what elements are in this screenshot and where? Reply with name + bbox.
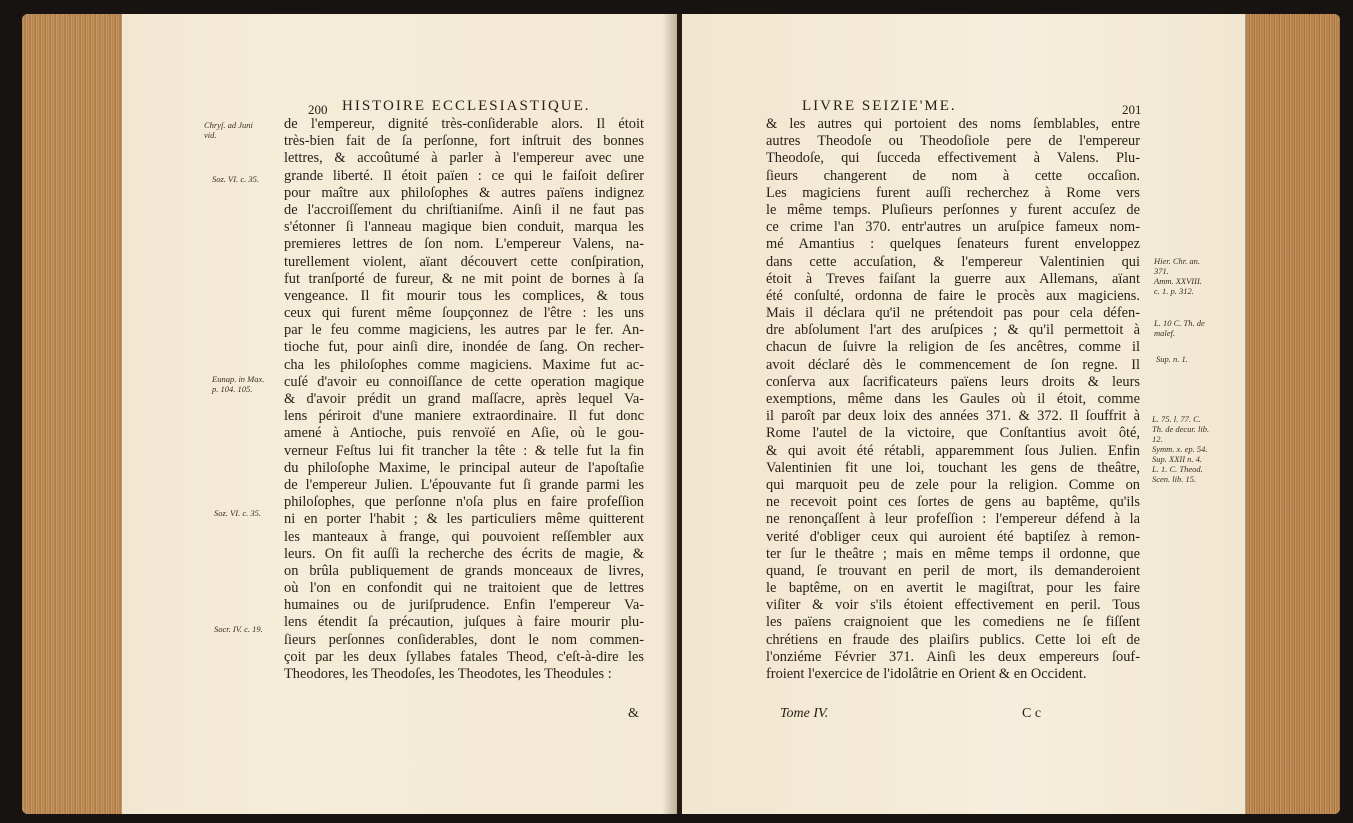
margin-note: Sup. n. 1. [1156, 354, 1188, 364]
text-line: de l'empereur, dignité très-conſiderable alors. Il étoit [284, 116, 644, 132]
text-line: froient l'exercice de l'idolâtrie en Orient & en Occident. [766, 666, 1087, 682]
margin-note: Hier. Chr. an. 371. Amm. XXVIII. c. 1. p. 312. [1154, 256, 1202, 296]
text-line: lens périroit d'une maniere extraordinaire. Il fut donc [284, 408, 644, 425]
catchword: & [628, 706, 639, 721]
text-line: autres Theodoſe ou Theodoſiole pere de l'empereur [766, 133, 1140, 150]
text-line: quand, ſe trouvant en peril de mort, ils demanderoient [766, 562, 1140, 579]
text-line: avoit déclaré dès le commencement de ſon regne. Il [766, 356, 1140, 373]
text-line: il paroît par deux loix des années 371. & 372. Il ſouffrit à [766, 408, 1140, 425]
text-line: turellement violent, aïant découvert cette conſpiration, [284, 253, 644, 270]
text-line: dans cette accuſation, & l'empereur Valentinien qui [766, 253, 1140, 270]
right-page-edges [1245, 14, 1340, 814]
text-line: de l'empereur Julien. L'épouvante fut ſi grande parmi les [284, 476, 644, 493]
volume-footer: Tome IV. [780, 706, 829, 721]
text-line: étoit à Treves faiſant la guerre aux Allemans, aïant [766, 270, 1140, 287]
left-page [22, 14, 677, 814]
text-line: de l'accroiſſement du chriſtianiſme. Ainſi il ne faut pas [284, 201, 644, 218]
text-line: très-bien fait de ſa perſonne, fort inſtruit des bonnes [284, 133, 644, 150]
margin-note: Soz. VI. c. 35. [212, 174, 259, 184]
text-line: Theodores, les Theodoſes, les Theodotes, les Theodules : [284, 666, 612, 682]
text-line: Valentinien fit une loi, touchant les gens de theâtre, [766, 459, 1140, 476]
margin-note: Chryſ. ad Juni vid. [204, 120, 253, 140]
text-line: ne recevoit point ces ſortes de gens au baptême, qu'ils [766, 494, 1140, 511]
text-line: fut tranſporté de fureur, & ne mit point de bornes à ſa [284, 270, 644, 287]
text-line: du philoſophe Maxime, le principal auteur de l'apoſtaſie [284, 459, 644, 476]
text-line: chacun de ſuivre la religion de ſes ancêtres, comme il [766, 339, 1140, 356]
text-line: l'onziéme Février 371. Ainſi les deux empereurs ſouf- [766, 648, 1140, 665]
open-book [22, 14, 1340, 814]
text-line: dre abſolument l'art des aruſpices ; & qu'il permettoit à [766, 322, 1140, 339]
right-running-head: LIVRE SEIZIE'ME. [802, 98, 957, 114]
text-line: verité d'obliger ceux qui auroient été baptiſez à remon- [766, 528, 1140, 545]
margin-note: Socr. IV. c. 19. [214, 624, 263, 634]
text-line: lettres, & accoûtumé à parler à l'empereur avec une [284, 150, 644, 167]
left-running-head: HISTOIRE ECCLESIASTIQUE. [342, 98, 591, 114]
text-line: chrétiens en fraude des plaiſirs publics. Cette loi eſt de [766, 631, 1140, 648]
text-line: pour maître aux philoſophes & autres païens indignez [284, 184, 644, 201]
margin-note: Soz. VI. c. 35. [214, 508, 261, 518]
left-page-edges [22, 14, 122, 814]
text-line: ni en porter l'habit ; & les particuliers même quitterent [284, 511, 644, 528]
text-line: été conſulté, ordonna de faire le procès aux magiciens. [766, 287, 1140, 304]
text-line: & les autres qui portoient des noms ſemblables, entre [766, 116, 1140, 132]
right-body-text [766, 116, 1140, 683]
signature-mark: C c [1022, 706, 1042, 721]
text-line: par le feu comme magiciens, les autres par le fer. An- [284, 322, 644, 339]
text-line: mé Amantius : quelques ſenateurs furent enveloppez [766, 236, 1140, 253]
text-line: exemptions, même dans les Gaules où il étoit, comme [766, 391, 1140, 407]
text-line: cuſé d'avoir eu connoiſſance de cette operation magique [284, 373, 644, 390]
left-body-text [284, 116, 644, 683]
text-line: çoit par les deux ſyllabes fatales Theod, c'eſt-à-dire les [284, 648, 644, 665]
text-line: ter ſur le theâtre ; mais en même temps il ordonne, que [766, 545, 1140, 562]
text-line: lens étendit ſa précaution, juſques à faire mourir plu- [284, 614, 644, 631]
text-line: humaines ou de juriſprudence. Enfin l'empereur Va- [284, 597, 644, 614]
text-line: conſerva aux ſacrificateurs païens leurs droits & leurs [766, 373, 1140, 390]
text-line: verneur Feſtus lui fit trancher la tête : & telle fut la fin [284, 442, 644, 459]
margin-note: L. 75. l. 77. C. Th. de decur. lib. 12. Symm. x. ep. 54. Sup. XXII n. 4. L. 1. C. Theod. Scen. lib. 15. [1152, 414, 1210, 484]
text-line: amené à Antioche, puis renvoïé en Aſie, où le gou- [284, 425, 644, 442]
text-line: Mais il déclara qu'il ne prétendoit pas pour cela défen- [766, 305, 1140, 322]
text-line: vengeance. Il fit mourir tous les complices, & tous [284, 287, 644, 304]
text-line: où l'on en confondit qui ne traitoient que de lettres [284, 580, 644, 597]
text-line: grande liberté. Il étoit païen : ce qui le faiſoit deſirer [284, 167, 644, 184]
text-line: les manteaux à frange, qui pouvoient reſſembler aux [284, 528, 644, 545]
text-line: ne renonçaſſent à leur profeſſion : l'empereur défend à la [766, 511, 1140, 528]
text-line: ce crime l'an 370. entr'autres un aruſpice fameux nom- [766, 219, 1140, 236]
text-line: leurs. On fit auſſi la recherche des écrits de magie, & [284, 545, 644, 562]
right-page [682, 14, 1340, 814]
text-line: ſieurs changerent de nom à cette occaſion. [766, 167, 1140, 184]
text-line: premieres lettres de ſon nom. L'empereur Valens, na- [284, 236, 644, 253]
left-page-number: 200 [308, 102, 328, 117]
text-line: on brûla publiquement de grands monceaux de livres, [284, 562, 644, 579]
text-line: ſieurs perſonnes conſiderables, dont le nom commen- [284, 631, 644, 648]
text-line: & qui avoit été rétabli, apparemment ſous Julien. Enfin [766, 442, 1140, 459]
text-line: tioche fut, pour ainſi dire, inondée de ſang. On recher- [284, 339, 644, 356]
text-line: le même temps. Pluſieurs perſonnes y furent accuſez de [766, 201, 1140, 218]
right-page-number: 201 [1122, 102, 1142, 117]
text-line: & d'avoir prédit un grand maſſacre, après lequel Va- [284, 391, 644, 407]
margin-note: L. 10 C. Th. de malef. [1154, 318, 1205, 338]
text-line: ceux qui furent même ſoupçonnez de l'être : les uns [284, 305, 644, 322]
text-line: Les magiciens furent auſſi recherchez à Rome vers [766, 184, 1140, 201]
margin-note: Eunap. in Max. p. 104. 105. [212, 374, 265, 394]
text-line: Rome l'autel de la victoire, que Conſtantius avoit ôté, [766, 425, 1140, 442]
text-line: s'étonner ſi l'anneau magique bien conduit, marqua les [284, 219, 644, 236]
text-line: viſiter & voir s'ils étoient effectivement en peril. Tous [766, 597, 1140, 614]
text-line: Theodoſe, qui ſucceda effectivement à Valens. Plu- [766, 150, 1140, 167]
text-line: cha les philoſophes comme magiciens. Maxime fut ac- [284, 356, 644, 373]
text-line: les païens craignoient que les comediens ne ſe fiſſent [766, 614, 1140, 631]
text-line: qui marquoit peu de zele pour la religion. Comme on [766, 476, 1140, 493]
text-line: le baptême, on en avertit le magiſtrat, pour les faire [766, 580, 1140, 597]
text-line: philoſophes, que perſonne n'oſa plus en faire profeſſion [284, 494, 644, 511]
